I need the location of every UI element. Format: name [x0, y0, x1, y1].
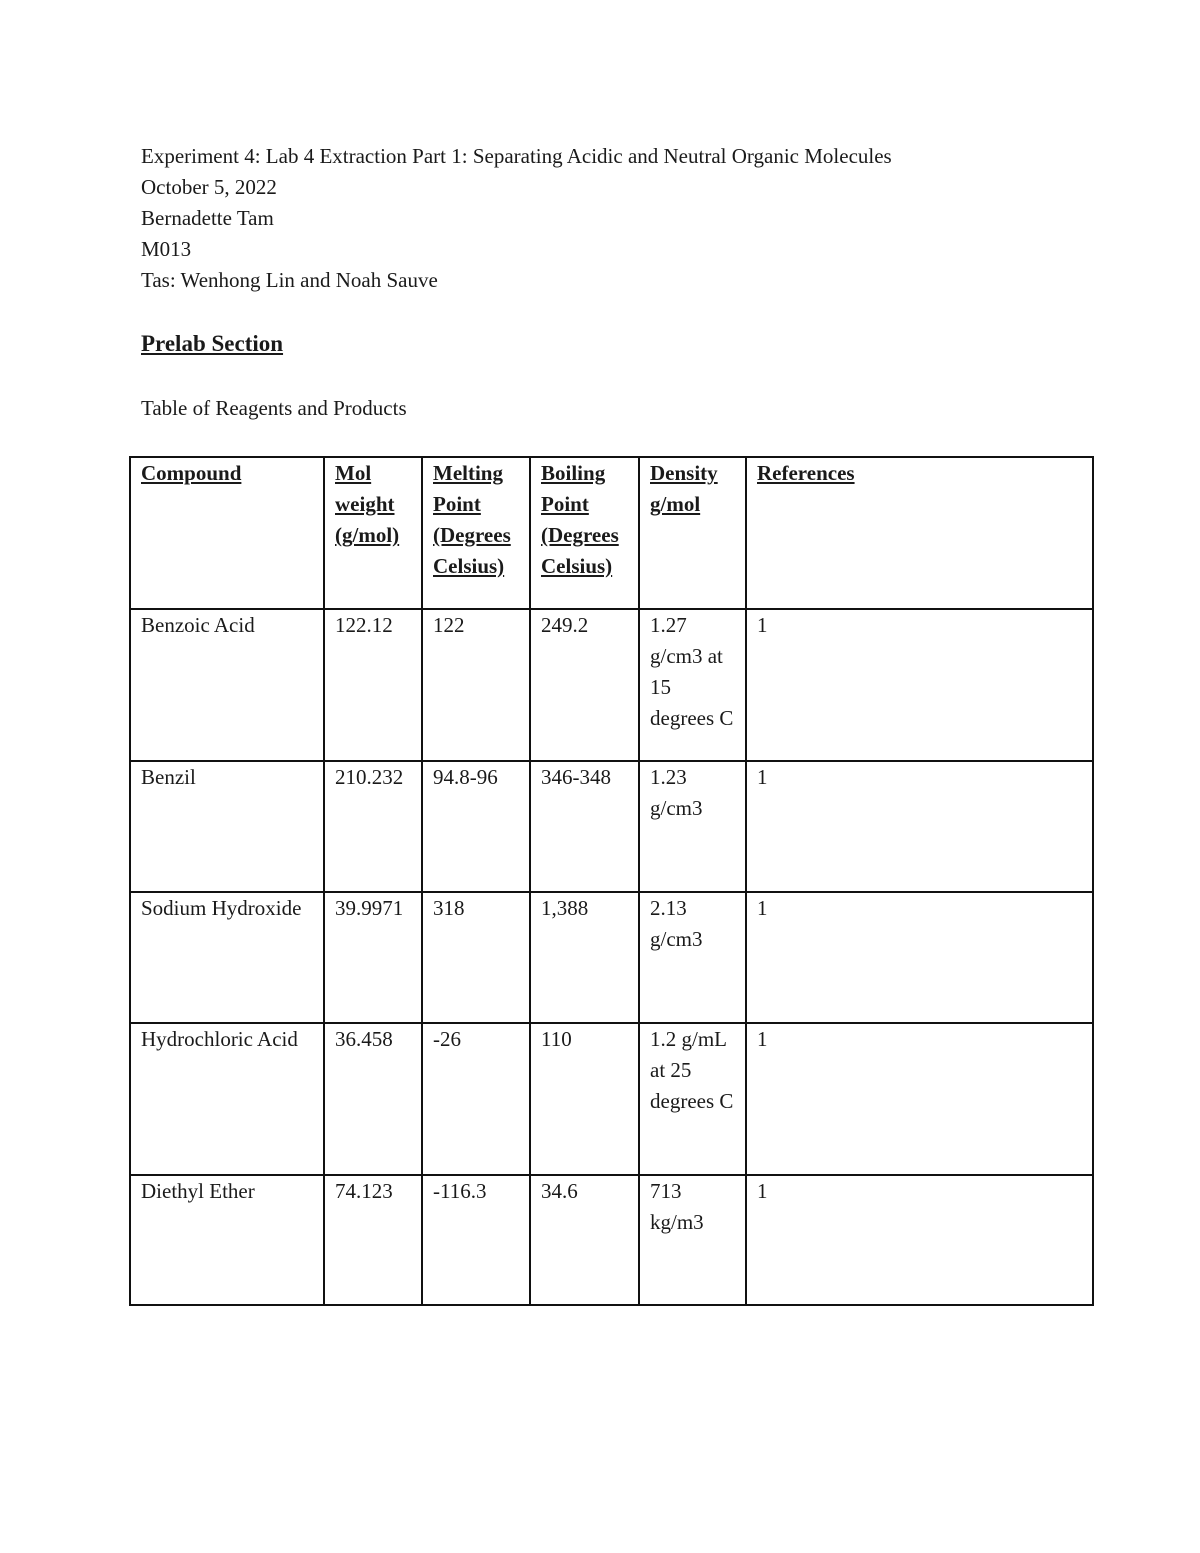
cell-references: 1: [746, 761, 1093, 892]
cell-references: 1: [746, 609, 1093, 761]
cell-references: 1: [746, 892, 1093, 1023]
cell-mol-weight: 36.458: [324, 1023, 422, 1175]
table-row: [130, 1023, 1093, 1175]
cell-density: 2.13 g/cm3: [639, 892, 746, 1023]
cell-mol-weight: 210.232: [324, 761, 422, 892]
cell-references: 1: [746, 1023, 1093, 1175]
teaching-assistants: Tas: Wenhong Lin and Noah Sauve: [141, 268, 438, 292]
prelab-section-heading: Prelab Section: [141, 331, 284, 356]
cell-melting-point: 318: [422, 892, 530, 1023]
header-density: Density g/mol: [639, 457, 746, 609]
cell-boiling-point: 110: [530, 1023, 639, 1175]
cell-compound: Diethyl Ether: [130, 1175, 324, 1305]
document-header: [141, 141, 892, 296]
cell-compound: Hydrochloric Acid: [130, 1023, 324, 1175]
cell-melting-point: 122: [422, 609, 530, 761]
cell-compound: Sodium Hydroxide: [130, 892, 324, 1023]
table-row: [130, 761, 1093, 892]
cell-boiling-point: 1,388: [530, 892, 639, 1023]
table-row: [130, 892, 1093, 1023]
table-header-row: [130, 457, 1093, 609]
table-caption: Table of Reagents and Products: [141, 396, 407, 420]
cell-mol-weight: 39.9971: [324, 892, 422, 1023]
cell-boiling-point: 249.2: [530, 609, 639, 761]
cell-mol-weight: 122.12: [324, 609, 422, 761]
section-code: M013: [141, 237, 192, 261]
cell-density: 1.27 g/cm3 at 15 degrees C: [639, 609, 746, 761]
header-mol-weight: Mol weight (g/mol): [324, 457, 422, 609]
table-row: [130, 609, 1093, 761]
table-row: [130, 1175, 1093, 1305]
reagents-table: [129, 456, 1094, 1306]
cell-melting-point: -26: [422, 1023, 530, 1175]
cell-density: 1.23 g/cm3: [639, 761, 746, 892]
cell-mol-weight: 74.123: [324, 1175, 422, 1305]
cell-density: 713 kg/m3: [639, 1175, 746, 1305]
header-melting-point: Melting Point (Degrees Celsius): [422, 457, 530, 609]
cell-references: 1: [746, 1175, 1093, 1305]
cell-boiling-point: 34.6: [530, 1175, 639, 1305]
cell-compound: Benzoic Acid: [130, 609, 324, 761]
header-boiling-point: Boiling Point (Degrees Celsius): [530, 457, 639, 609]
cell-melting-point: -116.3: [422, 1175, 530, 1305]
cell-compound: Benzil: [130, 761, 324, 892]
author-name: Bernadette Tam: [141, 206, 274, 230]
cell-boiling-point: 346-348: [530, 761, 639, 892]
cell-density: 1.2 g/mL at 25 degrees C: [639, 1023, 746, 1175]
report-date: October 5, 2022: [141, 175, 277, 199]
header-compound: Compound: [130, 457, 324, 609]
cell-melting-point: 94.8-96: [422, 761, 530, 892]
experiment-title: Experiment 4: Lab 4 Extraction Part 1: Separating Acidic and Neutral Organic Molecules: [141, 144, 892, 168]
header-references: References: [746, 457, 1093, 609]
